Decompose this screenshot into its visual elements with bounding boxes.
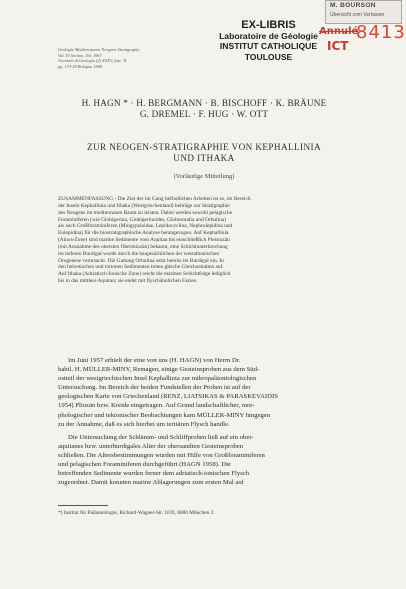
abstract-line: den helvetischen und tortonen Sedimenten treten gleiche Gleichzeitalten auf. xyxy=(58,264,224,271)
ex-libris-lab: Laboratoire de Géologie xyxy=(219,30,318,41)
ict-mark: ICT xyxy=(327,39,349,53)
abstract-line: bis in das mittlere Aquitan; sie endet mit flyschähnlichen Fazies. xyxy=(58,278,198,285)
ex-libris-city: TOULOUSE xyxy=(244,51,293,62)
body-line: zugeordnet. Damit konnten marine Ablagerungen zum ersten Mal auf xyxy=(58,479,244,487)
citation-line: Vol. IV Section, Vol. 1967 xyxy=(58,52,102,58)
collector-stamp xyxy=(325,0,402,24)
collector-subtitle: Übersicht vom Verfasser xyxy=(330,12,385,18)
body-line: aquitanes bzw. unterburdigales Alter der obersandten Gesteinsproben xyxy=(58,442,244,450)
authors-line: G. DREMEL · F. HUG · W. OTT xyxy=(139,109,269,119)
ex-libris-stamp xyxy=(216,20,321,62)
abstract-line: (Ainos-Zone) sind marine Sedimente vom Aquitan bis einschließlich Pleistozän xyxy=(58,237,230,244)
body-line: 1954) Pliozän bzw. Kreide eingetragen. Auf Grund landschaftlicher, mor- xyxy=(58,402,255,410)
citation-line: pp. 173-29 Bologna 1968 xyxy=(58,63,102,69)
annule-mark: Annulé xyxy=(319,26,359,37)
body-line: geologischen Karte von Griechenland (RENZ, LIATSIKAS & PARASKEVAIDIS xyxy=(58,393,278,401)
body-line: zu der Annahme, daß es sich hierbei um tertiären Flysch handle. xyxy=(58,420,230,428)
abstract-line: des Neogens im mediterranen Raum zu leisten. Dabei werden sowohl pelagische xyxy=(58,209,233,216)
collector-name: M. BOURSON xyxy=(330,2,376,9)
body-line: habil. H. MÜLLER-MINY, Remagen, einige Gesteinsproben aus dem Süd- xyxy=(58,366,260,374)
body-line: und pelagischen Foraminiferen durchgeführt (HAGN 1958). Die xyxy=(58,461,231,469)
citation-line: Geologie Mediterraneen Neogene Stratigraphy xyxy=(58,47,140,52)
abstract-line: Foraminiferen (wie Globigerina, Globigerinoides, Globorotalia und Orbulina) xyxy=(58,216,226,223)
citation-line: Giornale di Geologia (2) XXXV, fasc. II xyxy=(58,58,127,63)
body-text xyxy=(58,356,353,487)
abstract-line: der Inseln Kephallinia und Ithaka (Westgriechenland) beiträge zur Stratigraphie xyxy=(58,202,230,209)
abstract-line: Orogenese verursacht. Die Gattung Orbulina setzt bereits im Burdigal ein. In xyxy=(58,257,224,264)
abstract-line: Eulepidina) für die biostratigraphische Analyse herangezogen. Auf Kephallinia xyxy=(58,230,229,237)
body-line: Untersuchung. Im Bereich der beiden Fundstellen der Proben ist auf der xyxy=(58,384,251,392)
abstract-line: als auch Großforaminiferen (Miogypsinidae, Lepidocyclina, Nephrolepidina und xyxy=(58,223,233,230)
abstract-line: ZUSAMMENFASSUNG - Die Ziel der im Gang befindlichen Arbeiten ist es, im Bereich xyxy=(58,196,251,202)
body-line: ostteil der westgriechischen Insel Kephallinia zur mikropaläontologischen xyxy=(58,375,257,383)
body-line: phologischer und tektonischer Beobachtungen kam MÜLLER-MINY hingegen xyxy=(58,411,271,419)
abstract-line: (mit Ausnahme des obersten Obermiozän) bekannt, eine Schichtunterbrechung xyxy=(58,243,228,250)
ex-libris-heading: EX-LIBRIS xyxy=(241,19,296,31)
ex-libris-institute: INSTITUT CATHOLIQUE xyxy=(219,41,318,51)
authors-line: H. HAGN * · H. BERGMANN · B. BISCHOFF · K. BRÄUNE xyxy=(81,98,327,108)
handwritten-number: 8413 xyxy=(356,22,406,43)
body-line: Im Juni 1957 erhielt der eine von uns (H. HAGN) von Herrn Dr. xyxy=(68,357,241,364)
paper-title-continued: UND ITHAKA xyxy=(173,153,235,163)
paper-title: ZUR NEOGEN-STRATIGRAPHIE VON KEPHALLINIA xyxy=(86,142,322,152)
footnote-divider xyxy=(58,505,108,506)
abstract-line: im tieferen Burdigal wurde durch die hauptsächlichen der westalbanischen xyxy=(58,250,220,257)
journal-citation xyxy=(58,47,208,69)
footnote: *) Institut für Paläontologie, Richard-Wagner-Str. 10/II, 8000 München 2. xyxy=(58,510,215,516)
body-line: schließen. Die Altersbestimmungen wurden mit Hilfe von Großforaminiferen xyxy=(58,451,265,459)
body-line: Die Untersuchung der Schlämm- und Schliffproben ließ auf ein ober- xyxy=(68,433,254,441)
abstract xyxy=(58,196,353,285)
body-line: betreffenden Sedimente wurden ferner dem adriatisch-ionischen Flysch xyxy=(58,470,250,478)
paper-subtitle: (Vorläufige Mitteilung) xyxy=(173,173,235,180)
abstract-line: Auf Ithaka (Adriatisch-Ionische Zone) reicht die marinen Schichtfolge lediglich xyxy=(58,271,231,278)
